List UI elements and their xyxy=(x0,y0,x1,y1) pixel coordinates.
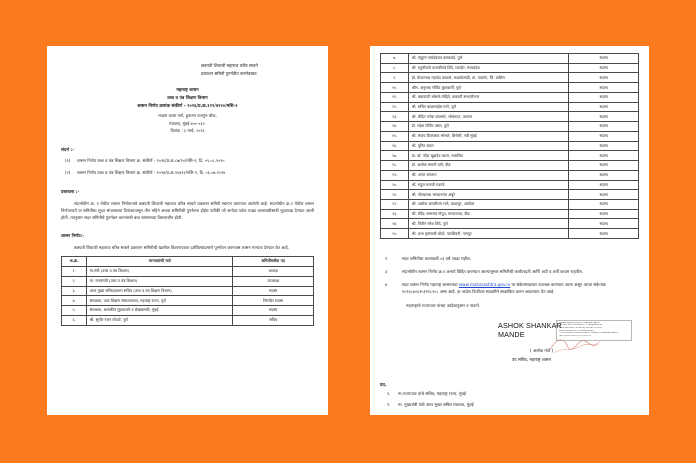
cell-serial: १५. xyxy=(381,131,409,141)
note-text-before-link: सदर शासन निर्णय महाराष्ट्र शासनाच्या xyxy=(402,281,459,287)
cell-name: श्रीम. अनुराधा गोविंद कुलकर्णी, पुणे xyxy=(409,83,569,93)
cell-serial: ३. xyxy=(62,286,87,296)
table-header-row xyxy=(62,256,314,266)
cell-role: सदस्य xyxy=(569,54,639,64)
table-row xyxy=(381,161,639,171)
cell-name: श्री. अशोक अमलीराम राणे, बाळापुर, अकोला xyxy=(409,200,569,210)
cell-role: सदस्य xyxy=(569,73,639,83)
header-line-2: प्रकाशन समिती पुनर्गठीत करणेबाबत. xyxy=(201,70,258,76)
column-header-serial: अ.क्र. xyxy=(62,256,87,266)
signer-designation: उप सचिव, महाराष्ट्र शासन xyxy=(512,356,551,362)
note-number: ३ xyxy=(385,268,388,274)
column-header-role: समितीमधील पद xyxy=(233,256,314,266)
document-page-right xyxy=(370,46,649,415)
cell-serial: ४. xyxy=(62,296,87,306)
cell-serial: २२. xyxy=(381,200,409,210)
cell-name: डॉ. महेश गोविंद वसंत, पुणे xyxy=(409,122,569,132)
cell-name: श्री. प्रभा कृष्णाजी बोंदरे, पारशिवनी, नागपुर xyxy=(409,229,569,239)
reference-number: (२) xyxy=(65,170,71,176)
signer-name-line-2: MANDE xyxy=(498,329,525,339)
list-item xyxy=(61,158,314,165)
cell-name: श्री. अनंत जगताप xyxy=(409,170,569,180)
cell-role: सदस्य xyxy=(569,141,639,151)
table-row xyxy=(381,170,639,180)
table-row xyxy=(381,180,639,190)
cell-role: अध्यक्ष xyxy=(233,266,314,276)
cell-serial: ५. xyxy=(62,306,87,316)
cell-name: मा. राज्यमंत्री (उच्च व तंत्र शिक्षण) xyxy=(87,276,233,286)
list-item xyxy=(380,391,639,398)
cell-name: संचालक, शासकीय मुद्रणालये व लेखसामग्री, मुंबई xyxy=(87,306,233,316)
cell-role: सदस्य xyxy=(569,170,639,180)
cell-name: डॉ. अशोक मारुती वांगे, बीड xyxy=(409,161,569,171)
copy-to-list xyxy=(380,391,639,408)
cell-serial: २०. xyxy=(381,180,409,190)
cell-name: श्री. चक्रपाणी भोसले-मोहिते, छत्रपती संभाजीनगर xyxy=(409,92,569,102)
cell-role: सदस्य xyxy=(233,306,314,316)
notes-list xyxy=(380,255,639,295)
cert-line: postalCode=400032, st=Maharashtra, xyxy=(558,329,595,332)
cert-line: Digitally signed by ASHOK SHANKAR MANDE xyxy=(558,321,600,324)
cell-serial: १. xyxy=(62,266,87,276)
maharashtra-gov-link[interactable]: www.maharashtra.gov.in xyxy=(458,281,511,287)
table-row xyxy=(381,112,639,122)
digital-signature-certificate-box xyxy=(556,320,632,341)
table-row xyxy=(381,63,639,73)
table-row xyxy=(381,102,639,112)
cell-role: सदस्य xyxy=(569,229,639,239)
cell-role: सदस्य xyxy=(233,286,314,296)
reference-list xyxy=(61,158,314,177)
table-row xyxy=(381,209,639,219)
cell-serial: ६. xyxy=(62,315,87,325)
cell-role: सदस्य xyxy=(569,209,639,219)
cell-serial: २३. xyxy=(381,209,409,219)
decision-label: शासन निर्णय:- xyxy=(61,233,85,239)
copy-text: मा.राज्यपाल यांचे सचिव, महाराष्ट्र राज्य, मुंबई xyxy=(398,391,466,397)
cell-serial: १७. xyxy=(381,151,409,161)
table-row xyxy=(381,200,639,210)
cell-serial: ८. xyxy=(381,63,409,73)
note-number: २ xyxy=(385,255,388,261)
table-row xyxy=(62,286,314,296)
list-item xyxy=(380,402,639,409)
cell-role: सदस्य xyxy=(569,219,639,229)
table-row xyxy=(62,266,314,276)
cell-role: उपाध्यक्ष xyxy=(233,276,314,286)
department-name: उच्च व तंत्र शिक्षण विभाग xyxy=(167,95,208,101)
cert-line: DN: c=IN, o=GOVERNMENT OF MAHARASHTRA, xyxy=(558,324,603,327)
cell-serial: २१. xyxy=(381,190,409,200)
cell-serial: १९. xyxy=(381,170,409,180)
reference-text: शासन निर्णय उच्च व तंत्र शिक्षण विभाग क्र. संकीर्ण - २०२६/प्र.क्र.८७/२०/मशि-२, दि. ०९.०८.२०२० xyxy=(77,158,225,164)
cell-name: श्री. नितीन रमेश शिंदे, पुणे xyxy=(409,219,569,229)
cell-role: सदस्य xyxy=(569,200,639,210)
cell-name: श्री. गोरखनाथ भगवानराव अंबुरे xyxy=(409,190,569,200)
cell-role: सदस्य xyxy=(569,92,639,102)
cell-name: प्रा. डॉ. नरेंद्रा खुशदेव कदम, धाराशिव xyxy=(409,151,569,161)
copy-to-label: प्रत, xyxy=(380,381,387,387)
committee-table-part-2 xyxy=(380,53,639,239)
cell-serial: ९. xyxy=(381,73,409,83)
copy-text: मा. मुख्यमंत्री यांचे अपर मुख्य सचिव मंत्रालय, मुंबई xyxy=(398,401,474,407)
cell-serial: १०. xyxy=(381,83,409,93)
table-row xyxy=(381,73,639,83)
closing-line: महाराष्ट्राचे राज्यपाल यांच्या आदेशानुसार व नावाने. xyxy=(406,303,481,309)
copy-number: १. xyxy=(387,391,391,397)
cell-name: श्री. पांडुरंग नामदेवराव बलकवडे, पुणे xyxy=(409,54,569,64)
table-row xyxy=(62,296,314,306)
list-item xyxy=(61,170,314,177)
order-date: दिनांक : ६ मार्च, २०२६ xyxy=(170,128,205,134)
address-line-2: मंत्रालय, मुंबई-४०० ०३२. xyxy=(169,120,206,126)
cell-role: सदस्य xyxy=(569,102,639,112)
reference-number: (१) xyxy=(65,158,71,164)
cell-serial: १३. xyxy=(381,112,409,122)
table-row xyxy=(381,151,639,161)
cell-role: सचिव xyxy=(233,315,314,325)
page-top-right-header xyxy=(145,62,314,78)
cell-name: श्री. रविंद्र अमरराव गोपुत्र, माजलगाव, बीड xyxy=(409,209,569,219)
cell-serial: १४. xyxy=(381,122,409,132)
cell-serial: ७. xyxy=(381,54,409,64)
cell-role: सदस्य xyxy=(569,131,639,141)
cell-name: डॉ. केदारनाथ महादेव काळले, काळकेमाडी, ता. पाडगंग, जि. वाशिम xyxy=(409,73,569,83)
note-item xyxy=(380,255,639,262)
table-row xyxy=(381,83,639,93)
committee-table-part-1 xyxy=(61,256,314,326)
cell-serial: १२. xyxy=(381,102,409,112)
cell-name: श्री. सचिन बाळासाहेब गरगे, पुणे xyxy=(409,102,569,112)
table-row xyxy=(381,219,639,229)
table-row xyxy=(381,92,639,102)
cell-role: सदस्य xyxy=(569,63,639,73)
signature-block xyxy=(380,319,639,379)
cell-serial: २. xyxy=(62,276,87,286)
cell-role: सदस्य xyxy=(569,190,639,200)
cell-role: सदस्य xyxy=(569,151,639,161)
cell-role: निमंत्रीत सदस्य xyxy=(233,296,314,306)
cell-role: सदस्य xyxy=(569,161,639,171)
address-line-1: मादाम कामा मार्ग, हुतात्मा राजगुरु चौक, xyxy=(158,112,217,118)
order-number: शासन निर्णय क्रमांक संकीर्ण - २०२६/प्र.क्र.१२९/४२२०/मशि-२ xyxy=(137,104,238,110)
column-header-name: मान्यवरांची नावे xyxy=(87,256,233,266)
table-row xyxy=(381,131,639,141)
cell-name: संचालक, उच्च शिक्षण संचालनालय, महाराष्ट्र राज्य, पुणे xyxy=(87,296,233,306)
signer-name-marathi: ( अशोक मांडे ) xyxy=(530,347,554,353)
cert-line: 2.5.4.20=8e5a1c9f4b2d7e3a6c0f, cn=ASHOK SHANKAR MANDE xyxy=(558,332,618,335)
signer-name-line-1: ASHOK SHANKAR xyxy=(498,320,562,330)
cell-serial: १६. xyxy=(381,141,409,151)
reference-text: शासन निर्णय उच्च व तंत्र शिक्षण विभाग क्र. संकीर्ण - २०२४/प्र.क्र.९५४९२/मशि-२, दि. ०६.०७.२०२४ xyxy=(77,170,226,176)
cell-serial: ११. xyxy=(381,92,409,102)
cell-serial: २४. xyxy=(381,219,409,229)
table-row xyxy=(381,122,639,132)
preamble-label: प्रस्तावना :- xyxy=(61,189,80,195)
cell-name: श्री. सुधीर रंजन धोपाटे, पुणे xyxy=(87,315,233,325)
table-row xyxy=(381,229,639,239)
decision-paragraph: छत्रपती शिवाजी महाराज चरित्र साधने प्रकाशन समितीची खालील विवरणपत्रात दर्शविल्याप्रमाणे पुनर्गठन करण्यास शासन मान्यता देण्यात येत आहे. xyxy=(74,244,290,250)
cell-name: मा.मंत्री (उच्च व तंत्र शिक्षण) xyxy=(87,266,233,276)
table-row xyxy=(381,190,639,200)
table-row xyxy=(381,54,639,64)
note-text-after-link: या संकेतस्थळावर उपलब्ध करण्यात आला असून त्याचा संकेतांक २०२६०३०६१५१२१८९०८ असा आहे. हा आदेश डिजीटल स्वाक्षरीने साक्षांकित करुन काढण्यात येत आहे. xyxy=(402,281,606,295)
cell-role: सदस्य xyxy=(569,83,639,93)
table-row xyxy=(381,141,639,151)
cell-name: श्री. पुनित कदम xyxy=(409,141,569,151)
cell-name: श्री. राहुल मारुती गडगडे xyxy=(409,180,569,190)
gov-name: महाराष्ट्र शासन xyxy=(176,87,199,93)
cert-line: ou=HIGHER AND TECHNICAL EDUCATION DEPT, xyxy=(558,326,603,329)
cell-serial: २५. xyxy=(381,229,409,239)
cell-serial: १८. xyxy=(381,161,409,171)
cell-role: सदस्य xyxy=(569,112,639,122)
cell-role: सदस्य xyxy=(569,180,639,190)
note-number: ४ xyxy=(385,281,388,287)
preamble-paragraph: संदर्भाधीन क्र. १ येथील शासन निर्णयान्वये छत्रपती शिवाजी महाराज चरित्र साधने प्रकाशन समिती स्थापन करण्यात आलेली आहे. संदर्भाधीन क्र.२ येथील शासन निर्णयान्वये या समितीचा मुदत संपल्याच्या दिनांकापासून तीन महिने अथवा समितीची पुनर्रचना होईल यापैकी जो अगोदर घडेल एवढा कालावधीसाठी मुदतवाढ देण्यात आली होती. त्यानुसार सदर समितीचे पुनर्गठन करण्याची बाब शासनाच्या विचाराधीन होती. xyxy=(61,200,314,221)
cert-line: Date: 2026.03.06 15:12:18 +05'30' xyxy=(558,334,592,337)
document-page-left xyxy=(47,46,328,415)
note-item xyxy=(380,281,639,296)
table-row xyxy=(62,276,314,286)
note-text: संदर्भाधीन शासन निर्णय क्र.१ अन्वये विहित करण्यात आल्यानुसार समितीची कार्यपध्दती आणि अटी व शर्ती कायम राहतील. xyxy=(402,268,584,274)
reference-section-label: संदर्भ :- xyxy=(61,147,74,153)
header-line-1: छत्रपती शिवाजी महाराज चरित्र साधने xyxy=(201,63,258,68)
cell-role: सदस्य xyxy=(569,122,639,132)
signer-printed-name xyxy=(498,321,562,339)
copy-number: २. xyxy=(387,401,391,407)
note-text: सदर समितीचा कालावधी ०३ वर्ष एवढा राहील. xyxy=(402,255,472,261)
cell-name: श्री. रघुजीराजे दत्ताजीरावे शिंदे, ग्वाल्हेर, मध्यप्रदेश xyxy=(409,63,569,73)
government-letterhead xyxy=(61,87,314,136)
cell-name: श्री. रोहित गणेश वाघमारे, भोकरदन, जालना xyxy=(409,112,569,122)
table-row xyxy=(62,315,314,325)
table-row xyxy=(62,306,314,316)
cell-name: अपर मुख्य सचिव/प्रधान सचिव (उच्च व तंत्र शिक्षण विभाग) xyxy=(87,286,233,296)
cell-name: श्री. संजय विजयराव भोसले, शिरोली, नवी मुंबई xyxy=(409,131,569,141)
note-item xyxy=(380,268,639,275)
